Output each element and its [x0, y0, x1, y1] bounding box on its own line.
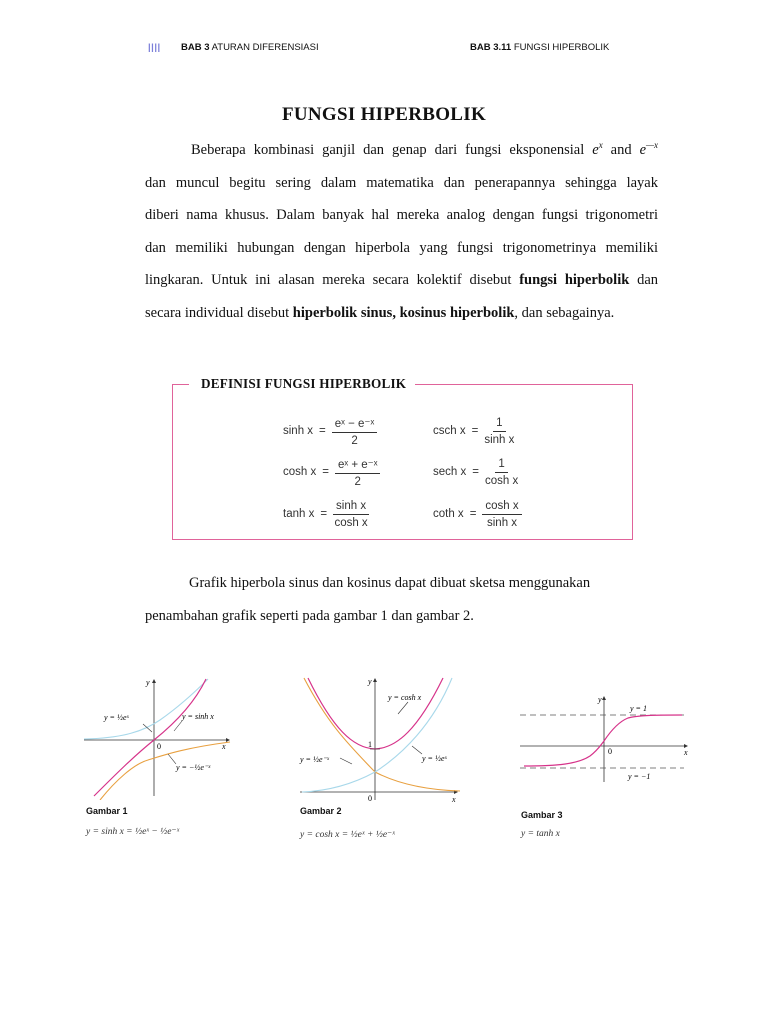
intro-line-6: secara individual disebut hiperbolik sinus, kosinus hiperbolik, dan sebagainya.	[145, 304, 615, 321]
fig2-cosh-label: y = cosh x	[388, 693, 422, 702]
running-header	[0, 40, 768, 60]
fig2-one-label: 1	[368, 740, 372, 749]
fig2-y-label: y	[368, 677, 372, 686]
fig3-asym-top-label: y = 1	[630, 704, 647, 713]
intro-line-5: lingkaran. Untuk ini alasan mereka secara kolektif disebut fungsi hiperbolik dan	[145, 272, 659, 288]
fig1-x-label: x	[222, 742, 226, 751]
fig1-half-ex-curve	[84, 679, 208, 739]
figure-1-caption: Gambar 1	[86, 806, 128, 816]
fig3-origin: 0	[608, 747, 612, 756]
formula-sech: sech x = $\frac{1}{\text{cosh x}}$	[433, 457, 519, 487]
fig3-y-label: y	[598, 695, 602, 704]
figure-3-graph	[518, 692, 696, 784]
intro-line-1: Beberapa kombinasi ganjil dan genap dari fungsi eksponensial $e^x$ and $e^{—x}$	[191, 140, 659, 158]
fig1-origin: 0	[157, 742, 161, 751]
body2-line-1: Grafik hiperbola sinus dan kosinus dapat dibuat sketsa menggunakan	[189, 575, 591, 591]
figure-3-equation: y = tanh x	[521, 829, 560, 839]
figure-1-graph	[84, 676, 234, 800]
body-paragraph-2	[145, 567, 658, 632]
fig1-neg-half-label: y = −½e⁻ˣ	[176, 763, 211, 772]
body2-line-2: penambahan grafik seperti pada gambar 1 dan gambar 2.	[145, 607, 474, 624]
formula-coth: coth x = $\frac{\text{cosh x}}{\text{sinh x}}$	[433, 496, 522, 532]
formula-cosh: cosh x = $\frac{\text{eˣ + e⁻ˣ}}{2}$	[283, 454, 380, 490]
figure-2-equation: y = cosh x = ½eˣ + ½e⁻ˣ	[300, 830, 395, 840]
header-section: BAB 3.11 FUNGSI HIPERBOLIK	[470, 42, 610, 53]
figure-2-graph	[298, 674, 462, 804]
figure-1-equation: y = sinh x = ½eˣ − ½e⁻ˣ	[86, 827, 180, 837]
page-title: FUNGSI HIPERBOLIK	[281, 104, 487, 125]
fig3-asym-bot-label: y = −1	[628, 772, 651, 781]
formula-csch: csch x = $\frac{1}{\text{sinh x}}$	[433, 416, 515, 446]
fig3-x-label: x	[684, 748, 688, 757]
figure-3-caption: Gambar 3	[521, 810, 563, 820]
figure-2-caption: Gambar 2	[300, 806, 342, 816]
formula-sinh: sinh x = $\frac{\text{eˣ − e⁻ˣ}}{2}$	[283, 413, 377, 449]
fig2-half-ex-label: y = ½eˣ	[422, 754, 447, 763]
intro-line-2: dan muncul begitu sering dalam matematika dan penerapannya sehingga layak	[145, 174, 658, 191]
fig3-tanh-curve	[524, 715, 682, 766]
intro-paragraph	[145, 129, 658, 329]
intro-line-4: dan memiliki hubungan dengan hiperbola yang fungsi trigonometrinya memiliki	[145, 239, 658, 256]
fig1-y-label: y	[146, 678, 150, 687]
fig2-cosh-curve	[308, 678, 443, 749]
definition-box	[172, 384, 633, 540]
definition-title: DEFINISI FUNGSI HIPERBOLIK	[189, 376, 415, 392]
fig1-sinh-label: y = sinh x	[182, 712, 214, 721]
fig2-half-ex-curve	[302, 678, 452, 792]
fig2-origin: 0	[368, 794, 372, 803]
header-chapter: BAB 3 ATURAN DIFERENSIASI	[181, 42, 319, 53]
fig2-x-label: x	[452, 795, 456, 804]
fig1-half-ex-label: y = ½eˣ	[104, 713, 129, 722]
header-marker: ||||	[148, 42, 161, 53]
formula-tanh: tanh x = $\frac{\text{sinh x}}{\text{cosh x}}$	[283, 499, 368, 529]
intro-line-3: diberi nama khusus. Dalam banyak hal mereka analog dengan fungsi trigonometri	[145, 207, 658, 223]
fig2-half-emx-label: y = ½e⁻ˣ	[300, 755, 329, 764]
fig2-half-emx-curve	[304, 678, 460, 791]
